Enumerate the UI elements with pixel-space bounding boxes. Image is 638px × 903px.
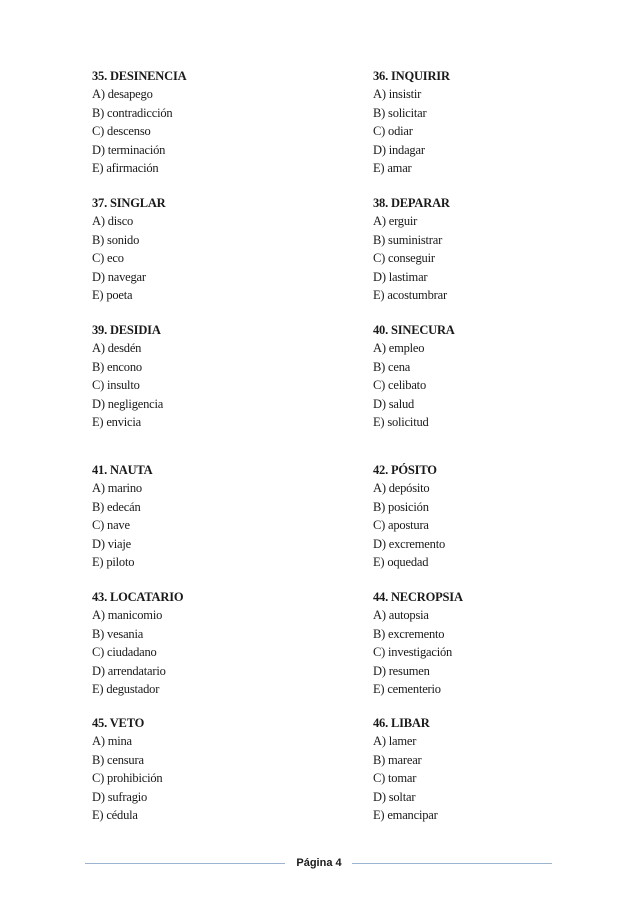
answer-option: D) sufragio <box>92 789 148 804</box>
answer-option: B) cena <box>373 359 411 374</box>
answer-option: A) empleo <box>373 341 425 355</box>
answer-option: D) arrendatario <box>92 663 166 678</box>
answer-option: C) insulto <box>92 378 140 392</box>
question-title: 37. SINGLAR <box>92 196 166 210</box>
answer-option: D) salud <box>373 396 415 411</box>
answer-option: C) conseguir <box>373 251 435 265</box>
answer-option: A) manicomio <box>92 608 163 622</box>
answer-option: E) oquedad <box>373 555 429 569</box>
answer-option: E) poeta <box>92 288 133 302</box>
answer-option: D) soltar <box>373 789 416 804</box>
answer-option: B) contradicción <box>92 105 173 120</box>
answer-option: C) odiar <box>373 124 413 138</box>
answer-option: D) negligencia <box>92 396 164 411</box>
answer-option: A) desapego <box>92 87 153 101</box>
answer-option: D) navegar <box>92 269 146 284</box>
answer-option: A) erguir <box>373 214 418 228</box>
answer-option: B) sonido <box>92 232 140 247</box>
answer-option: A) disco <box>92 214 134 228</box>
question-block <box>92 461 322 572</box>
answer-option: B) censura <box>92 752 144 767</box>
footer-rule-right <box>352 863 552 864</box>
answer-option: D) excremento <box>373 536 446 551</box>
question-block <box>373 194 603 305</box>
answer-option: B) edecán <box>92 499 141 514</box>
question-title: 39. DESIDIA <box>92 323 161 337</box>
question-title: 40. SINECURA <box>373 323 455 337</box>
answer-option: C) prohibición <box>92 771 163 785</box>
answer-option: E) cementerio <box>373 682 441 696</box>
answer-option: C) ciudadano <box>92 645 157 659</box>
answer-option: E) cédula <box>92 808 138 822</box>
answer-option: A) mina <box>92 734 132 748</box>
question-block <box>373 67 603 178</box>
answer-option: B) excremento <box>373 626 445 641</box>
answer-option: C) eco <box>92 251 124 265</box>
answer-option: D) indagar <box>373 142 425 157</box>
answer-option: E) piloto <box>92 555 135 569</box>
question-block <box>92 194 322 305</box>
answer-option: A) autopsia <box>373 608 429 622</box>
question-title: 42. PÓSITO <box>373 463 437 477</box>
answer-option: B) suministrar <box>373 232 443 247</box>
answer-option: A) depósito <box>373 481 430 495</box>
answer-option: C) descenso <box>92 124 151 138</box>
question-title: 43. LOCATARIO <box>92 590 184 604</box>
answer-option: B) encono <box>92 359 142 374</box>
answer-option: E) amar <box>373 161 412 175</box>
question-title: 36. INQUIRIR <box>373 69 450 83</box>
answer-option: C) apostura <box>373 518 429 532</box>
question-block <box>92 714 322 825</box>
answer-option: E) degustador <box>92 682 160 696</box>
answer-option: A) insistir <box>373 87 422 101</box>
question-block <box>373 461 603 572</box>
question-block <box>373 588 603 699</box>
answer-option: E) acostumbrar <box>373 288 447 302</box>
answer-option: D) terminación <box>92 142 166 157</box>
question-title: 44. NECROPSIA <box>373 590 463 604</box>
question-block <box>92 588 322 699</box>
answer-option: C) nave <box>92 518 130 532</box>
answer-option: C) investigación <box>373 645 453 659</box>
answer-option: E) afirmación <box>92 161 159 175</box>
answer-option: E) solicitud <box>373 415 429 429</box>
answer-option: B) posición <box>373 499 429 514</box>
question-title: 35. DESINENCIA <box>92 69 187 83</box>
question-block <box>373 321 603 432</box>
answer-option: D) viaje <box>92 536 132 551</box>
question-block <box>92 67 322 178</box>
answer-option: A) desdén <box>92 341 142 355</box>
question-block <box>92 321 322 432</box>
answer-option: A) lamer <box>373 734 417 748</box>
answer-option: B) solicitar <box>373 105 427 120</box>
answer-option: C) tomar <box>373 771 417 785</box>
answer-option: D) lastimar <box>373 269 428 284</box>
answer-option: B) marear <box>373 752 422 767</box>
answer-option: E) envicia <box>92 415 142 429</box>
answer-option: A) marino <box>92 481 142 495</box>
question-title: 41. NAUTA <box>92 463 153 477</box>
page-number: Página 4 <box>296 857 342 869</box>
answer-option: E) emancipar <box>373 808 438 822</box>
answer-option: C) celibato <box>373 378 426 392</box>
answer-option: B) vesania <box>92 626 144 641</box>
question-title: 45. VETO <box>92 716 145 730</box>
question-title: 38. DEPARAR <box>373 196 450 210</box>
answer-option: D) resumen <box>373 663 430 678</box>
question-title: 46. LIBAR <box>373 716 430 730</box>
question-block <box>373 714 603 825</box>
